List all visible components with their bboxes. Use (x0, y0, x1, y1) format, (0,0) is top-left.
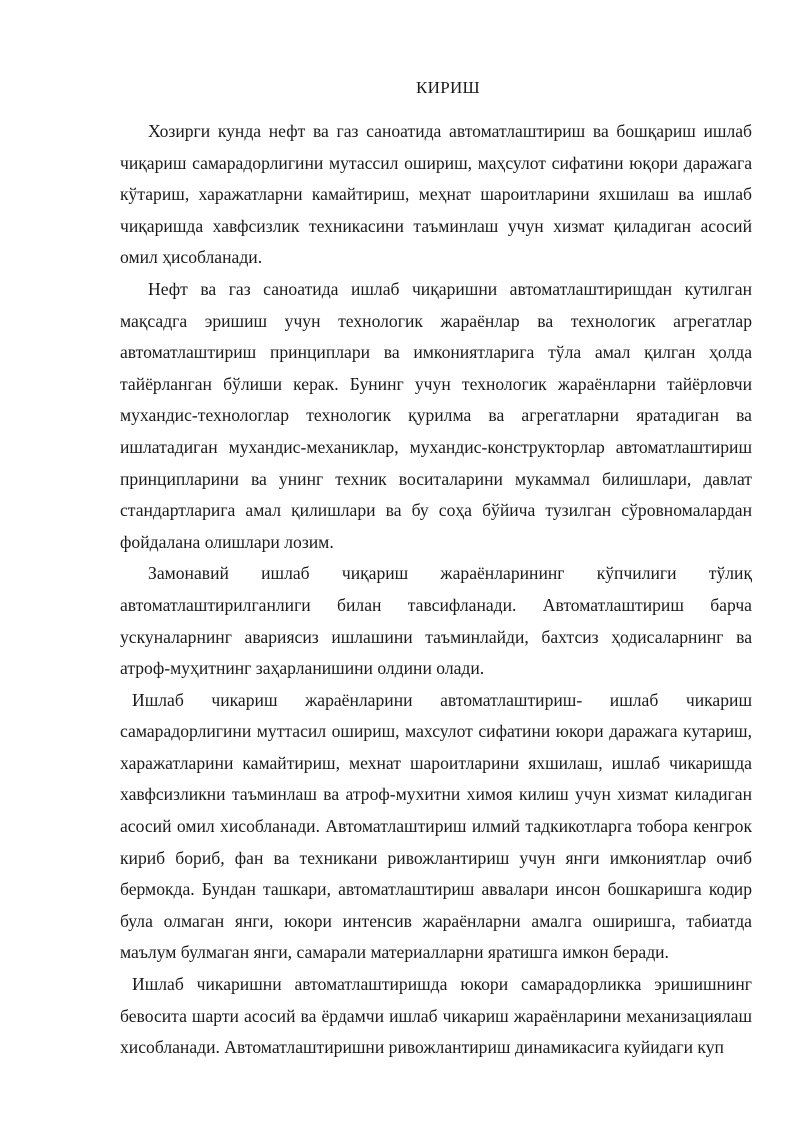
document-body (120, 116, 752, 1064)
paragraph-1: Хозирги кунда нефт ва газ саноатида автоматлаштириш ва бошқариш ишлаб чиқариш самарадорлигини мутассил ошириш, маҳсулот сифатини юқори даражага кўтариш, харажатларни камайтириш, меҳнат шароитларини яхшилаш ва ишлаб чиқаришда хавфсизлик техникасини таъминлаш учун хизмат қиладиган асосий омил ҳисобланади. (120, 121, 752, 268)
paragraph-2: Нефт ва газ саноатида ишлаб чиқаришни автоматлаштиришдан кутилган мақсадга эришиш учун технологик жараёнлар ва технологик агрегатлар автоматлаштириш принциплари ва имкониятларига тўла амал қилган ҳолда тайёрланган бўлиши керак. Бунинг учун технологик жараёнларни тайёрловчи мухандис-технологлар технологик қурилма ва агрегатларни яратадиган ва ишлатадиган мухандис-механиклар, мухандис-конструкторлар автоматлаштириш принципларини ва унинг техник воситаларини мукаммал билишлари, давлат стандартларига амал қилишлари ва бу соҳа бўйича тузилган сўровномалардан фойдалана олишлари лозим. (120, 278, 752, 552)
page-title: КИРИШ (416, 78, 480, 97)
paragraph-4: Ишлаб чикариш жараёнларини автоматлаштириш- ишлаб чикариш самарадорлигини муттасил ошириш, махсулот сифатини юкори даражага кутариш, харажатларини камайтириш, мехнат шароитларини яхшилаш, ишлаб чикаришда хавфсизликни таъминлаш ва атроф-мухитни химоя килиш учун хизмат киладиган асосий омил хисобланади. Автоматлаштириш илмий тадкикотларга тобора кенгрок кириб бориб, фан ва техникани ривожлантириш учун янги имкониятлар очиб бермокда. Бундан ташкари, автоматлаштириш аввалари инсон бошкаришга кодир була олмаган янги, юкори интенсив жараёнларни амалга оширишга, табиатда маълум булмаган янги, самарали материалларни яратишга имкон беради. (120, 689, 752, 963)
paragraph-3: Замонавий ишлаб чиқариш жараёнларининг кўпчилиги тўлиқ автоматлаштирилганлиги билан тавсифланади. Автоматлаштириш барча ускуналарнинг авариясиз ишлашини таъминлайди, бахтсиз ҳодисаларнинг ва атроф-муҳитнинг заҳарланишини олдини олади. (120, 563, 752, 679)
paragraph-5: Ишлаб чикаришни автоматлаштиришда юкори самарадорликка эришишнинг бевосита шарти асосий ва ёрдамчи ишлаб чикариш жараёнларини механизациялаш хисобланади. Автоматлаштиришни ривожлантириш динамикасига куйидаги куп (120, 974, 752, 1058)
